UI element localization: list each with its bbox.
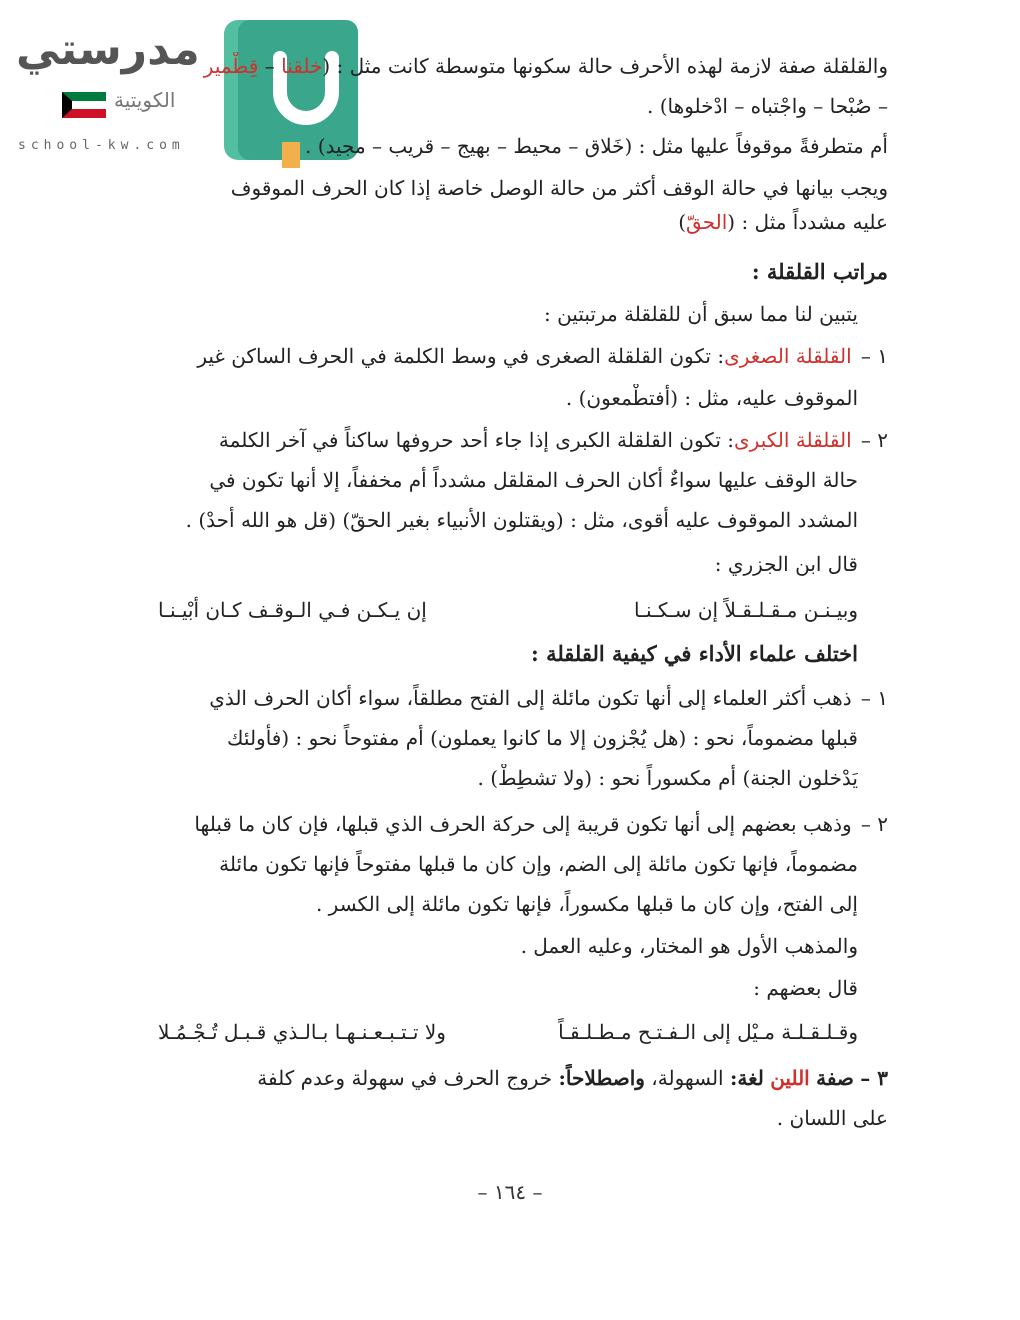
para1-line1: والقلقلة صفة لازمة لهذه الأحرف حالة سكونها متوسطة كانت مثل : (خلقنا – قِطْمير (203, 54, 888, 78)
para1-line5: عليه مشدداً مثل : (الحقّ) (678, 210, 888, 234)
section2-item1-line1: ١ – ذهب أكثر العلماء إلى أنها تكون مائلة إلى الفتح مطلقاً، سواء أكان الحرف الذي (209, 686, 888, 710)
verse-some-right: وقـلـقـلـة مـيْل إلى الـفـتـح مـطـلـقـاً (558, 1020, 858, 1044)
section1-item1-line2: الموقوف عليه، مثل : (أفتطْمعون) . (565, 386, 858, 410)
kuwait-flag-icon (62, 92, 106, 118)
logo-country-text: الكويتية (114, 88, 176, 112)
section2-conclusion: والمذهب الأول هو المختار، وعليه العمل . (520, 934, 858, 958)
term-leen: اللين (770, 1066, 810, 1090)
section1-intro: يتبين لنا مما سبق أن للقلقلة مرتبتين : (543, 302, 858, 326)
section2-item2-line3: إلى الفتح، وإن كان ما قبلها مكسوراً، فإنها تكون مائلة إلى الكسر . (315, 892, 858, 916)
logo-site-text: school-kw.com (18, 138, 185, 153)
verse-jazari-left: إن يـكـن فـي الـوقـف كـان أبْيـنـا (158, 598, 427, 622)
page-number: – ١٦٤ – (477, 1180, 543, 1204)
term-minor-qalqala: القلقلة الصغرى (724, 344, 852, 368)
section3-line1: ٣ – صفة اللين لغة: السهولة، واصطلاحاً: خروج الحرف في سهولة وعدم كلفة (257, 1066, 888, 1090)
para1-line3: أم متطرفةً موقوفاً عليها مثل : (خَلاق – محيط – بهيج – قريب – مجيد) . (304, 134, 888, 158)
section-heading-levels: مراتب القلقلة : (751, 259, 888, 284)
section2-item2-line2: مضموماً، فإنها تكون مائلة إلى الضم، وإن كان ما قبلها مفتوحاً فإنها تكون مائلة (219, 852, 858, 876)
section1-item2-line3: المشدد الموقوف عليه أقوى، مثل : (ويقتلون الأنبياء بغير الحقّ) (قل هو الله أحدْ) . (185, 508, 858, 532)
verse-jazari-right: وبيـنـن مـقـلـقـلاً إن سـكـنـا (633, 598, 858, 622)
verse-jazari (158, 596, 858, 624)
section2-item1-line3: يَدْخلون الجنة) أم مكسوراً نحو : (ولا تشطِطْ) . (477, 766, 858, 790)
para1-line2: – صُبْحا – واجْتباه – ادْخلوها) . (647, 94, 888, 118)
quote-intro-jazari: قال ابن الجزري : (714, 552, 858, 576)
section2-item1-line2: قبلها مضموماً، نحو : (هل يُجْزون إلا ما كانوا يعملون) أم مفتوحاً نحو : (فأولئك (227, 726, 858, 750)
section-heading-disagreement: اختلف علماء الأداء في كيفية القلقلة : (531, 641, 858, 666)
section1-item1-line1: ١ – القلقلة الصغرى: تكون القلقلة الصغرى في وسط الكلمة في الحرف الساكن غير (197, 344, 888, 368)
section1-item2-line2: حالة الوقف عليها سواءٌ أكان الحرف المقلقل مشدداً أم مخففاً، إلا أنها تكون في (209, 468, 858, 492)
para1-line4: ويجب بيانها في حالة الوقف أكثر من حالة الوصل خاصة إذا كان الحرف الموقوف (230, 176, 888, 200)
quote-intro-some: قال بعضهم : (753, 976, 858, 1000)
verse-some (158, 1018, 858, 1046)
logo-brand-text: مدرستي (16, 24, 200, 75)
section2-item2-line1: ٢ – وذهب بعضهم إلى أنها تكون قريبة إلى حركة الحرف الذي قبلها، فإن كان ما قبلها (194, 812, 888, 836)
term-major-qalqala: القلقلة الكبرى (734, 428, 852, 452)
section3-line2: على اللسان . (776, 1106, 888, 1130)
section1-item2-line1: ٢ – القلقلة الكبرى: تكون القلقلة الكبرى إذا جاء أحد حروفها ساكناً في آخر الكلمة (218, 428, 888, 452)
verse-some-left: ولا تـتـبـعـنـهـا بـالـذي قـبـل تُـجْـمُـلا (158, 1020, 446, 1044)
